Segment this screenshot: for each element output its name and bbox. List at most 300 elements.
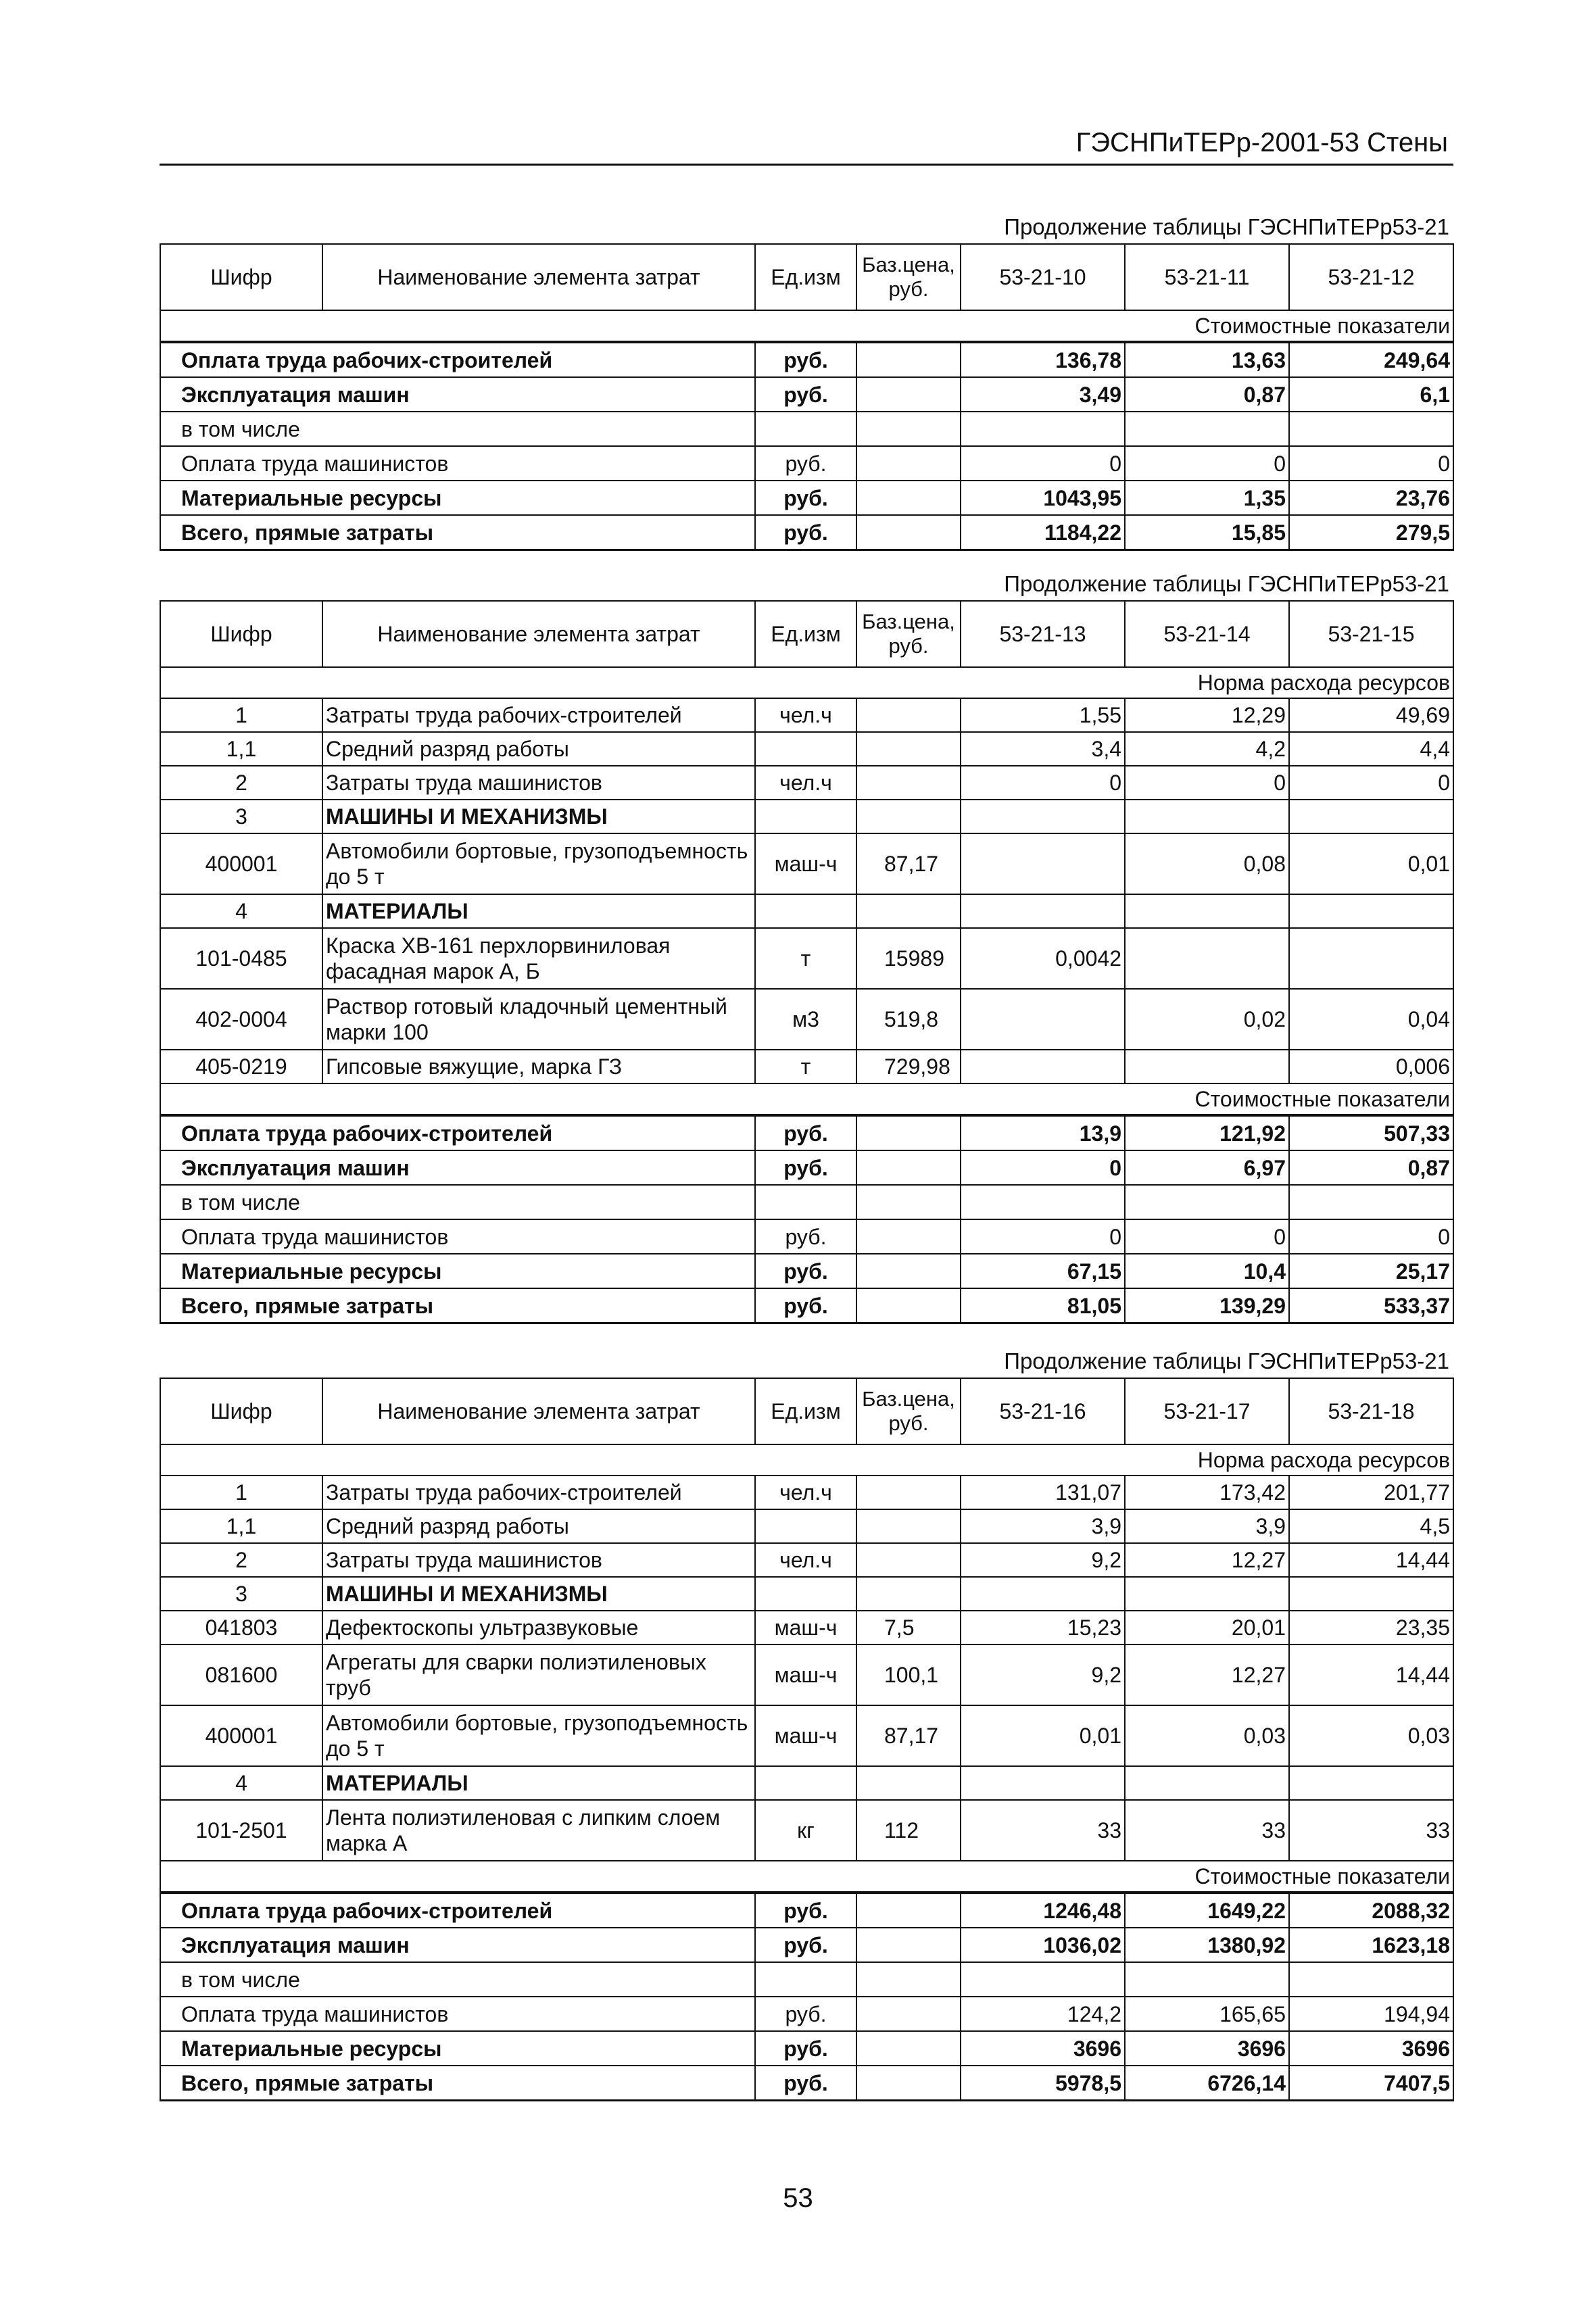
row-value — [1125, 928, 1289, 989]
summary-value: 507,33 — [1289, 1115, 1453, 1150]
row-name: МАШИНЫ И МЕХАНИЗМЫ — [322, 800, 755, 833]
summary-unit: руб. — [755, 1893, 856, 1928]
table-caption: Продолжение таблицы ГЭСНПиТЕРр53-21 — [1004, 214, 1449, 239]
summary-value: 121,92 — [1125, 1115, 1289, 1150]
summary-row — [160, 2066, 1453, 2101]
table-row — [160, 1476, 1453, 1509]
row-code: 1,1 — [160, 732, 322, 766]
row-name: МАШИНЫ И МЕХАНИЗМЫ — [322, 1577, 755, 1611]
summary-label: Оплата труда машинистов — [160, 446, 755, 481]
col-price-header: Баз.цена, руб. — [856, 601, 961, 667]
row-unit: м3 — [755, 989, 856, 1050]
table-block-1 — [160, 211, 1453, 551]
row-name: Гипсовые вяжущие, марка ГЗ — [322, 1050, 755, 1083]
section-label: Норма расхода ресурсов — [160, 1444, 1453, 1476]
row-code: 4 — [160, 1766, 322, 1800]
table-row — [160, 1611, 1453, 1644]
row-value: 33 — [961, 1800, 1125, 1861]
section-label: Стоимостные показатели — [160, 1083, 1453, 1115]
row-value: 4,2 — [1125, 732, 1289, 766]
summary-label: Оплата труда рабочих-строителей — [160, 1893, 755, 1928]
row-unit — [755, 1577, 856, 1611]
summary-row — [160, 377, 1453, 412]
row-value: 0,006 — [1289, 1050, 1453, 1083]
summary-label: в том числе — [160, 412, 755, 446]
col-code-1: 53-21-10 — [961, 244, 1125, 310]
table-row — [160, 894, 1453, 928]
row-name: Раствор готовый кладочный цементный марки 100 — [322, 989, 755, 1050]
row-value — [1289, 1577, 1453, 1611]
row-unit: маш-ч — [755, 1705, 856, 1766]
summary-value: 165,65 — [1125, 1997, 1289, 2031]
summary-value: 1649,22 — [1125, 1893, 1289, 1928]
row-value: 12,29 — [1125, 698, 1289, 732]
row-value: 0,03 — [1125, 1705, 1289, 1766]
summary-value: 13,63 — [1125, 342, 1289, 377]
summary-unit: руб. — [755, 1150, 856, 1185]
table-row — [160, 1050, 1453, 1083]
row-price: 15989 — [856, 928, 961, 989]
summary-row — [160, 515, 1453, 550]
row-value — [961, 1766, 1125, 1800]
row-price — [856, 1543, 961, 1577]
row-unit: т — [755, 1050, 856, 1083]
row-price: 87,17 — [856, 1705, 961, 1766]
row-value: 0 — [1289, 766, 1453, 800]
row-price: 87,17 — [856, 833, 961, 894]
col-code-2: 53-21-14 — [1125, 601, 1289, 667]
summary-row — [160, 2031, 1453, 2066]
summary-value: 67,15 — [961, 1254, 1125, 1288]
summary-value: 7407,5 — [1289, 2066, 1453, 2101]
row-code: 041803 — [160, 1611, 322, 1644]
summary-row — [160, 1893, 1453, 1928]
row-value: 23,35 — [1289, 1611, 1453, 1644]
row-code: 1,1 — [160, 1509, 322, 1543]
row-unit: т — [755, 928, 856, 989]
col-price-header: Баз.цена, руб. — [856, 244, 961, 310]
summary-unit: руб. — [755, 1219, 856, 1254]
row-name: Краска ХВ-161 перхлорвиниловая фасадная марок А, Б — [322, 928, 755, 989]
table-row — [160, 800, 1453, 833]
table-row — [160, 766, 1453, 800]
summary-unit: руб. — [755, 1254, 856, 1288]
row-value: 4,4 — [1289, 732, 1453, 766]
summary-unit: руб. — [755, 342, 856, 377]
row-value: 0,0042 — [961, 928, 1125, 989]
table-header-row — [160, 1378, 1453, 1444]
document-title: ГЭСНПиТЕРр-2001-53 Стены — [1075, 128, 1448, 157]
row-code: 4 — [160, 894, 322, 928]
row-value: 9,2 — [961, 1644, 1125, 1705]
row-price — [856, 1766, 961, 1800]
summary-row — [160, 1185, 1453, 1219]
row-name: Автомобили бортовые, грузоподъемность до 5 т — [322, 833, 755, 894]
row-value: 20,01 — [1125, 1611, 1289, 1644]
summary-label: Всего, прямые затраты — [160, 1288, 755, 1323]
row-unit — [755, 732, 856, 766]
row-unit — [755, 894, 856, 928]
row-value: 0 — [1125, 766, 1289, 800]
summary-label: Материальные ресурсы — [160, 1254, 755, 1288]
summary-row — [160, 1219, 1453, 1254]
summary-value: 1043,95 — [961, 481, 1125, 515]
row-value — [961, 989, 1125, 1050]
col-code-2: 53-21-11 — [1125, 244, 1289, 310]
summary-row — [160, 1150, 1453, 1185]
summary-row — [160, 1115, 1453, 1150]
row-value: 0,04 — [1289, 989, 1453, 1050]
row-value: 12,27 — [1125, 1644, 1289, 1705]
summary-value: 1380,92 — [1125, 1928, 1289, 1962]
summary-value: 0 — [1289, 1219, 1453, 1254]
summary-value: 3696 — [1289, 2031, 1453, 2066]
table-row — [160, 928, 1453, 989]
table-row — [160, 1644, 1453, 1705]
summary-value: 1036,02 — [961, 1928, 1125, 1962]
row-value: 1,55 — [961, 698, 1125, 732]
summary-value: 15,85 — [1125, 515, 1289, 550]
summary-value: 533,37 — [1289, 1288, 1453, 1323]
table-row — [160, 1766, 1453, 1800]
summary-value: 3696 — [1125, 2031, 1289, 2066]
summary-label: Материальные ресурсы — [160, 2031, 755, 2066]
row-price — [856, 698, 961, 732]
row-value: 0 — [961, 766, 1125, 800]
row-code: 400001 — [160, 833, 322, 894]
col-unit-header: Ед.изм — [755, 244, 856, 310]
cost-table-3 — [160, 1378, 1454, 2101]
col-code-3: 53-21-15 — [1289, 601, 1453, 667]
row-unit: маш-ч — [755, 833, 856, 894]
summary-value: 6,97 — [1125, 1150, 1289, 1185]
row-unit — [755, 800, 856, 833]
row-value: 0,08 — [1125, 833, 1289, 894]
table-row — [160, 1705, 1453, 1766]
summary-value: 194,94 — [1289, 1997, 1453, 2031]
row-price: 7,5 — [856, 1611, 961, 1644]
summary-value: 1,35 — [1125, 481, 1289, 515]
row-value — [1125, 1766, 1289, 1800]
row-price: 729,98 — [856, 1050, 961, 1083]
row-value: 0,01 — [1289, 833, 1453, 894]
row-value — [1125, 894, 1289, 928]
summary-value: 3,49 — [961, 377, 1125, 412]
col-code-1: 53-21-13 — [961, 601, 1125, 667]
summary-value: 6,1 — [1289, 377, 1453, 412]
summary-price — [856, 342, 961, 377]
row-value: 0,03 — [1289, 1705, 1453, 1766]
summary-value: 0 — [961, 1219, 1125, 1254]
row-name: Затраты труда машинистов — [322, 1543, 755, 1577]
section-row — [160, 1083, 1453, 1115]
row-unit: чел.ч — [755, 766, 856, 800]
row-name: Средний разряд работы — [322, 732, 755, 766]
page-header — [160, 126, 1453, 166]
summary-price — [856, 1288, 961, 1323]
row-unit: чел.ч — [755, 1476, 856, 1509]
summary-label: Оплата труда машинистов — [160, 1219, 755, 1254]
row-value: 173,42 — [1125, 1476, 1289, 1509]
row-value: 3,9 — [961, 1509, 1125, 1543]
summary-unit: руб. — [755, 1928, 856, 1962]
row-code: 402-0004 — [160, 989, 322, 1050]
table-row — [160, 989, 1453, 1050]
row-name: МАТЕРИАЛЫ — [322, 894, 755, 928]
row-code: 3 — [160, 800, 322, 833]
section-row — [160, 1861, 1453, 1893]
table-caption: Продолжение таблицы ГЭСНПиТЕРр53-21 — [1004, 1348, 1449, 1373]
summary-price — [856, 1219, 961, 1254]
summary-value: 25,17 — [1289, 1254, 1453, 1288]
row-name: Затраты труда рабочих-строителей — [322, 698, 755, 732]
page-number: 53 — [783, 2183, 813, 2213]
table-row — [160, 1577, 1453, 1611]
summary-price — [856, 1997, 961, 2031]
summary-label: Оплата труда рабочих-строителей — [160, 342, 755, 377]
summary-value: 1623,18 — [1289, 1928, 1453, 1962]
row-code: 101-0485 — [160, 928, 322, 989]
row-unit: маш-ч — [755, 1611, 856, 1644]
row-value: 9,2 — [961, 1543, 1125, 1577]
row-value — [1289, 1766, 1453, 1800]
row-unit: кг — [755, 1800, 856, 1861]
summary-price — [856, 515, 961, 550]
section-label: Стоимостные показатели — [160, 310, 1453, 342]
row-unit: маш-ч — [755, 1644, 856, 1705]
summary-value: 279,5 — [1289, 515, 1453, 550]
row-name: Автомобили бортовые, грузоподъемность до 5 т — [322, 1705, 755, 1766]
summary-price — [856, 1254, 961, 1288]
row-price — [856, 800, 961, 833]
col-code-3: 53-21-18 — [1289, 1378, 1453, 1444]
summary-label: Всего, прямые затраты — [160, 2066, 755, 2101]
summary-value: 0 — [961, 1150, 1125, 1185]
row-code: 081600 — [160, 1644, 322, 1705]
summary-value: 2088,32 — [1289, 1893, 1453, 1928]
row-value: 3,9 — [1125, 1509, 1289, 1543]
row-unit — [755, 1766, 856, 1800]
table-row — [160, 833, 1453, 894]
row-price — [856, 732, 961, 766]
summary-unit: руб. — [755, 446, 856, 481]
row-price — [856, 766, 961, 800]
summary-value: 249,64 — [1289, 342, 1453, 377]
summary-row — [160, 481, 1453, 515]
row-name: Агрегаты для сварки полиэтиленовых труб — [322, 1644, 755, 1705]
summary-unit: руб. — [755, 1997, 856, 2031]
summary-price — [856, 377, 961, 412]
row-value — [1289, 800, 1453, 833]
col-code-header: Шифр — [160, 244, 322, 310]
col-name-header: Наименование элемента затрат — [322, 244, 755, 310]
table-row — [160, 1543, 1453, 1577]
summary-row — [160, 1288, 1453, 1323]
summary-label: Всего, прямые затраты — [160, 515, 755, 550]
row-code: 405-0219 — [160, 1050, 322, 1083]
cost-table-1 — [160, 243, 1454, 551]
section-row — [160, 667, 1453, 698]
col-code-header: Шифр — [160, 601, 322, 667]
row-code: 1 — [160, 1476, 322, 1509]
table-row — [160, 732, 1453, 766]
row-price — [856, 1476, 961, 1509]
summary-price — [856, 481, 961, 515]
summary-value: 0 — [1125, 1219, 1289, 1254]
col-unit-header: Ед.изм — [755, 601, 856, 667]
row-value: 4,5 — [1289, 1509, 1453, 1543]
row-name: Средний разряд работы — [322, 1509, 755, 1543]
row-name: Затраты труда машинистов — [322, 766, 755, 800]
table-row — [160, 698, 1453, 732]
row-code: 1 — [160, 698, 322, 732]
row-unit: чел.ч — [755, 698, 856, 732]
table-block-2 — [160, 568, 1453, 1324]
row-value — [1289, 894, 1453, 928]
summary-value: 0,87 — [1289, 1150, 1453, 1185]
row-value — [1125, 800, 1289, 833]
row-price — [856, 1577, 961, 1611]
summary-value: 13,9 — [961, 1115, 1125, 1150]
summary-value: 136,78 — [961, 342, 1125, 377]
summary-price — [856, 1115, 961, 1150]
row-value: 14,44 — [1289, 1543, 1453, 1577]
row-name: МАТЕРИАЛЫ — [322, 1766, 755, 1800]
row-code: 2 — [160, 1543, 322, 1577]
row-value: 201,77 — [1289, 1476, 1453, 1509]
row-value: 0,02 — [1125, 989, 1289, 1050]
summary-unit: руб. — [755, 1115, 856, 1150]
table-header-row — [160, 601, 1453, 667]
row-price: 112 — [856, 1800, 961, 1861]
row-value — [961, 894, 1125, 928]
row-name: Дефектоскопы ультразвуковые — [322, 1611, 755, 1644]
summary-label: Эксплуатация машин — [160, 377, 755, 412]
summary-unit: руб. — [755, 2066, 856, 2101]
row-value — [1125, 1050, 1289, 1083]
col-code-2: 53-21-17 — [1125, 1378, 1289, 1444]
summary-unit: руб. — [755, 377, 856, 412]
table-row — [160, 1509, 1453, 1543]
summary-value: 0,87 — [1125, 377, 1289, 412]
row-value: 14,44 — [1289, 1644, 1453, 1705]
col-code-1: 53-21-16 — [961, 1378, 1125, 1444]
summary-label: в том числе — [160, 1185, 755, 1219]
summary-value: 0 — [961, 446, 1125, 481]
summary-value: 124,2 — [961, 1997, 1125, 2031]
summary-value: 1246,48 — [961, 1893, 1125, 1928]
summary-row — [160, 446, 1453, 481]
summary-price — [856, 446, 961, 481]
row-value: 0,01 — [961, 1705, 1125, 1766]
row-value — [961, 1050, 1125, 1083]
row-value — [961, 1577, 1125, 1611]
table-header-row — [160, 244, 1453, 310]
summary-label: Оплата труда рабочих-строителей — [160, 1115, 755, 1150]
col-unit-header: Ед.изм — [755, 1378, 856, 1444]
summary-price — [856, 1893, 961, 1928]
col-name-header: Наименование элемента затрат — [322, 601, 755, 667]
col-code-3: 53-21-12 — [1289, 244, 1453, 310]
summary-label: Эксплуатация машин — [160, 1150, 755, 1185]
row-unit: чел.ч — [755, 1543, 856, 1577]
summary-unit: руб. — [755, 2031, 856, 2066]
summary-price — [856, 1928, 961, 1962]
summary-row — [160, 1254, 1453, 1288]
row-value: 131,07 — [961, 1476, 1125, 1509]
table-block-3 — [160, 1345, 1453, 2101]
summary-price — [856, 2031, 961, 2066]
section-row — [160, 1444, 1453, 1476]
row-value — [1125, 1577, 1289, 1611]
row-value — [1289, 928, 1453, 989]
summary-value: 23,76 — [1289, 481, 1453, 515]
summary-value: 139,29 — [1125, 1288, 1289, 1323]
row-value: 3,4 — [961, 732, 1125, 766]
summary-price — [856, 1150, 961, 1185]
summary-value: 1184,22 — [961, 515, 1125, 550]
row-code: 2 — [160, 766, 322, 800]
summary-label: в том числе — [160, 1962, 755, 1997]
row-value: 12,27 — [1125, 1543, 1289, 1577]
table-caption: Продолжение таблицы ГЭСНПиТЕРр53-21 — [1004, 571, 1449, 596]
summary-label: Эксплуатация машин — [160, 1928, 755, 1962]
summary-value: 10,4 — [1125, 1254, 1289, 1288]
summary-value: 0 — [1125, 446, 1289, 481]
col-price-header: Баз.цена, руб. — [856, 1378, 961, 1444]
row-code: 400001 — [160, 1705, 322, 1766]
summary-value: 81,05 — [961, 1288, 1125, 1323]
row-value: 33 — [1125, 1800, 1289, 1861]
row-value: 33 — [1289, 1800, 1453, 1861]
summary-label: Материальные ресурсы — [160, 481, 755, 515]
row-name: Затраты труда рабочих-строителей — [322, 1476, 755, 1509]
col-code-header: Шифр — [160, 1378, 322, 1444]
row-value: 49,69 — [1289, 698, 1453, 732]
summary-price — [856, 2066, 961, 2101]
summary-row — [160, 412, 1453, 446]
summary-unit: руб. — [755, 515, 856, 550]
summary-value: 0 — [1289, 446, 1453, 481]
section-label: Норма расхода ресурсов — [160, 667, 1453, 698]
cost-table-2 — [160, 600, 1454, 1324]
row-unit — [755, 1509, 856, 1543]
row-value — [961, 833, 1125, 894]
summary-row — [160, 342, 1453, 377]
section-label: Стоимостные показатели — [160, 1861, 1453, 1893]
row-price: 519,8 — [856, 989, 961, 1050]
summary-row — [160, 1997, 1453, 2031]
table-row — [160, 1800, 1453, 1861]
summary-value: 3696 — [961, 2031, 1125, 2066]
row-value — [961, 800, 1125, 833]
summary-row — [160, 1962, 1453, 1997]
row-value: 15,23 — [961, 1611, 1125, 1644]
summary-unit: руб. — [755, 1288, 856, 1323]
summary-unit: руб. — [755, 481, 856, 515]
summary-value: 6726,14 — [1125, 2066, 1289, 2101]
summary-value: 5978,5 — [961, 2066, 1125, 2101]
section-row — [160, 310, 1453, 342]
summary-row — [160, 1928, 1453, 1962]
row-code: 3 — [160, 1577, 322, 1611]
summary-label: Оплата труда машинистов — [160, 1997, 755, 2031]
row-code: 101-2501 — [160, 1800, 322, 1861]
row-price — [856, 1509, 961, 1543]
row-price — [856, 894, 961, 928]
row-name: Лента полиэтиленовая с липким слоем марка А — [322, 1800, 755, 1861]
col-name-header: Наименование элемента затрат — [322, 1378, 755, 1444]
